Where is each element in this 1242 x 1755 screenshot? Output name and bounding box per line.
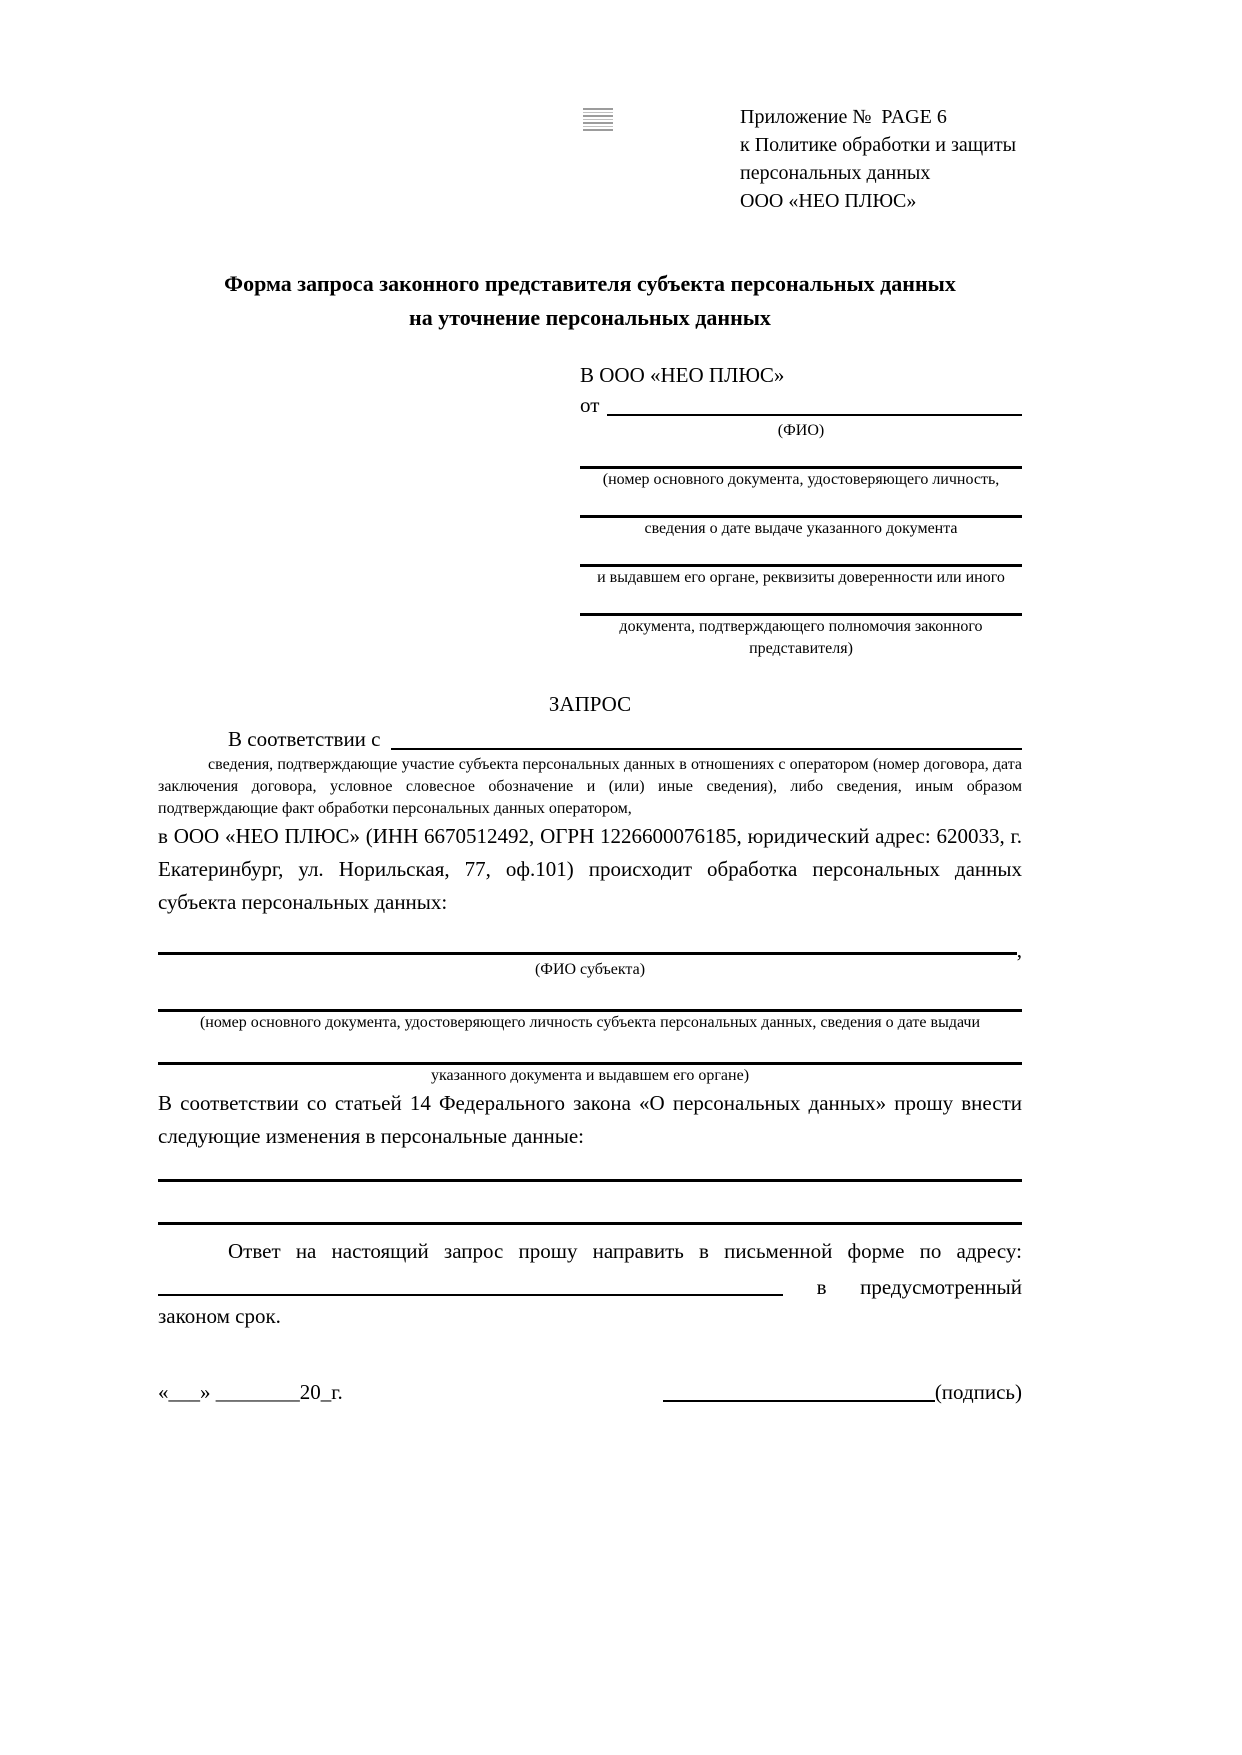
- request-heading: ЗАПРОС: [548, 692, 632, 716]
- appendix-header: [740, 0, 1022, 215]
- representative-doc-field-2: [580, 491, 1022, 540]
- article-14-paragraph: В соответствии со статьей 14 Федерального закона «О персональных данных» прошу внести следующие изменения в персональные данные:: [158, 1091, 1022, 1148]
- appendix-personal-data-line: персональных данных: [740, 162, 931, 184]
- representative-doc-blank-2[interactable]: [580, 491, 1022, 518]
- accordance-footnote: сведения, подтверждающие участие субъекта персональных данных в отношениях с оператором (номер договора, дата заключения договора, условное словесное обозначение и (или) иные сведения), либо сведения, иным образом подтверждающие факт обработки персональных данных оператором,: [158, 756, 1022, 817]
- document-title-line2: на уточнение персональных данных: [409, 305, 771, 330]
- subject-doc-blank-2[interactable]: [158, 1034, 1022, 1065]
- representative-doc-field-1: [580, 442, 1022, 491]
- representative-doc-caption-4: документа, подтверждающего полномочия законного представителя): [619, 618, 983, 657]
- representative-doc-field-3: [580, 540, 1022, 589]
- representative-doc-blank-1[interactable]: [580, 442, 1022, 469]
- representative-doc-blank-3[interactable]: [580, 540, 1022, 567]
- response-term-line: законом срок.: [158, 1304, 281, 1328]
- response-inline-word-1: в: [816, 1275, 827, 1299]
- signature-blank-field[interactable]: [663, 1400, 935, 1402]
- changes-blank-line-1[interactable]: [158, 1153, 1022, 1182]
- representative-doc-caption-1: (номер основного документа, удостоверяющего личность,: [602, 471, 1000, 488]
- representative-doc-caption-2: сведения о дате выдаче указанного документа: [644, 520, 958, 537]
- appendix-company-line: ООО «НЕО ПЛЮС»: [740, 190, 917, 212]
- representative-doc-field-4: [580, 589, 1022, 660]
- subject-fio-blank-field[interactable]: [158, 952, 1017, 955]
- accordance-blank-field[interactable]: [391, 748, 1023, 750]
- accordance-prefix: В соответствии с: [228, 727, 381, 751]
- subject-doc-blank-1[interactable]: [158, 981, 1022, 1012]
- addressee-block: [580, 361, 1022, 660]
- subject-doc-caption-1: (номер основного документа, удостоверяющего личность субъекта персональных данных, сведения о дате выдачи: [199, 1014, 981, 1031]
- signature-row: [158, 1377, 1022, 1407]
- document-title-line1: Форма запроса законного представителя субъекта персональных данных: [224, 271, 956, 296]
- from-field-row: [580, 390, 1022, 420]
- from-name-blank-field[interactable]: [607, 414, 1022, 416]
- subject-fio-caption: (ФИО субъекта): [534, 961, 646, 978]
- signature-caption: (подпись): [934, 1380, 1022, 1404]
- representative-doc-caption-3: и выдавшем его органе, реквизиты доверенности или иного: [597, 569, 1005, 586]
- appendix-policy-line: к Политике обработки и защиты: [740, 134, 1017, 156]
- fio-caption: (ФИО): [777, 422, 825, 439]
- accordance-field-row: [158, 724, 1022, 754]
- subject-fio-comma: ,: [1016, 938, 1022, 962]
- addressee-to: В ООО «НЕО ПЛЮС»: [580, 363, 785, 387]
- date-blank-text[interactable]: «___» ________20_г.: [158, 1380, 343, 1404]
- from-label: от: [580, 393, 600, 417]
- response-inline-word-2: предусмотренный: [860, 1275, 1022, 1299]
- operator-paragraph: в ООО «НЕО ПЛЮС» (ИНН 6670512492, ОГРН 1226600076185, юридический адрес: 620033, г. Екатеринбург, ул. Норильская, 77, оф.101) происходит обработка персональных данных субъекта персональных данных:: [158, 824, 1022, 914]
- representative-doc-blank-4[interactable]: [580, 589, 1022, 616]
- subject-fio-field-row: [158, 933, 1022, 962]
- subject-doc-caption-2: указанного документа и выдавшем его органе): [430, 1067, 750, 1084]
- changes-blank-line-2[interactable]: [158, 1182, 1022, 1225]
- document-title: [158, 267, 1022, 335]
- appendix-number-line: Приложение № PAGE 6: [740, 106, 947, 128]
- subject-doc-field-1: [158, 981, 1022, 1034]
- response-address-blank-field[interactable]: [158, 1294, 783, 1296]
- response-address-line: Ответ на настоящий запрос прошу направить в письменной форме по адресу:: [228, 1239, 1022, 1263]
- response-address-field-row: [158, 1268, 1022, 1300]
- subject-doc-field-2: [158, 1034, 1022, 1087]
- page-content: [158, 0, 1022, 1407]
